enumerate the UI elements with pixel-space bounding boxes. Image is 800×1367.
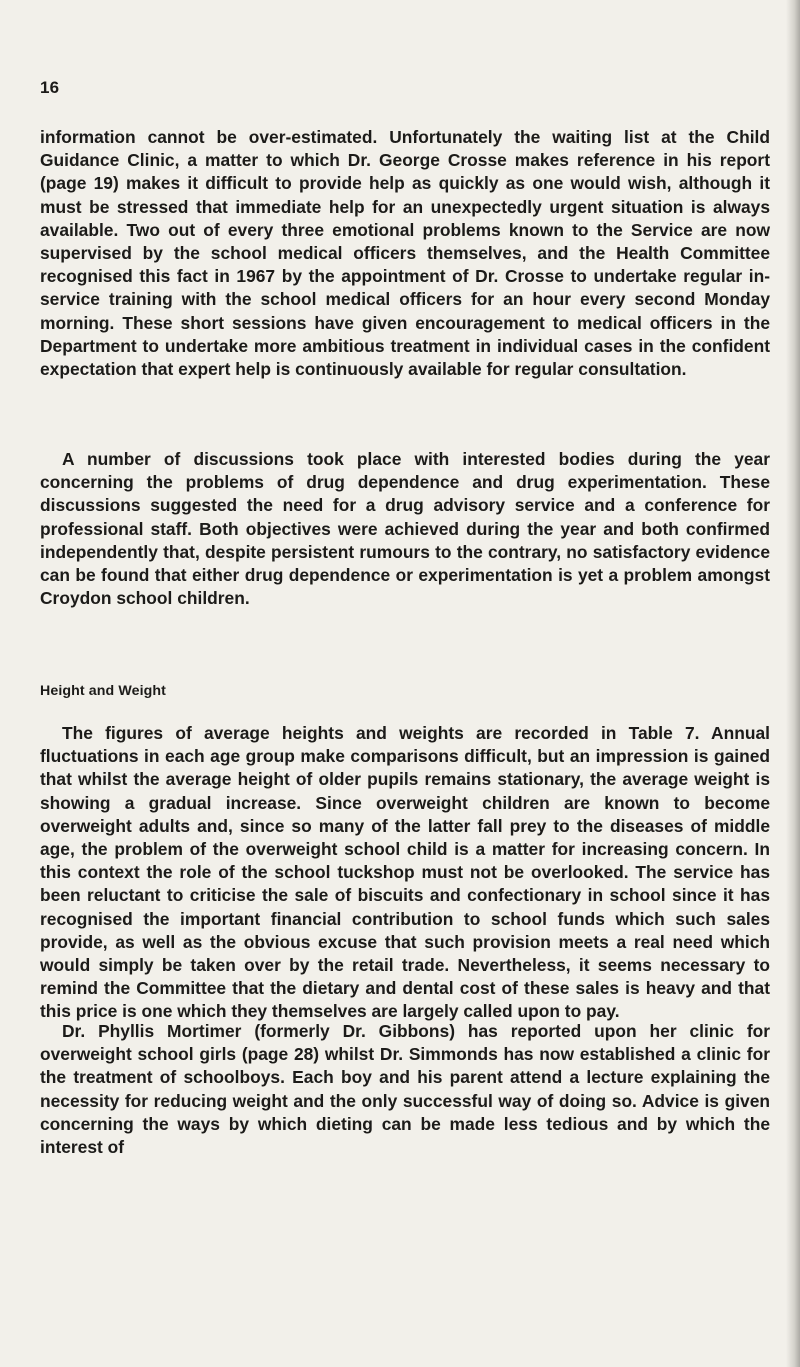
page-number: 16 — [40, 78, 60, 97]
paragraph-overweight-clinic — [40, 1020, 770, 1159]
paragraph-text: information cannot be over-estimated. Unfortunately the waiting list at the Child Guidance Clinic, a matter to which Dr. George Crosse makes reference in his report (page 19) makes it difficult to provide help as quickly as one would wish, although it must be stressed that immediate help for an unexpectedly urgent situation is always available. Two out of every three emotional problems known to the Service are now supervised by the school medical officers themselves, and the Health Committee recognised this fact in 1967 by the appointment of Dr. Crosse to undertake regular in-service training with the school medical officers for an hour every second Monday morning. These short sessions have given encouragement to medical officers in the Department to undertake more ambitious treatment in individual cases in the confident expectation that expert help is continuously available for regular consultation. — [40, 127, 770, 380]
paragraph-text: Dr. Phyllis Mortimer (formerly Dr. Gibbons) has reported upon her clinic for overweight school girls (page 28) whilst Dr. Simmonds has now established a clinic for the treatment of schoolboys. Each boy and his parent attend a lecture explaining the necessity for reducing weight and the only successful way of doing so. Advice is given concerning the ways by which dieting can be made less tedious and by which the interest of — [40, 1021, 770, 1158]
paragraph-text: A number of discussions took place with interested bodies during the year concerning the problems of drug dependence and drug experimentation. These discussions suggested the need for a drug advisory service and a conference for professional staff. Both objectives were achieved during the year and both confirmed independently that, despite persistent rumours to the contrary, no satisfactory evidence can be found that either drug dependence or experimentation is yet a problem amongst Croydon school children. — [40, 449, 770, 609]
paragraph-text: The figures of average heights and weights are recorded in Table 7. Annual fluctuations in each age group make comparisons difficult, but an impression is gained that whilst the average height of older pupils remains stationary, the average weight is showing a gradual increase. Since overweight children are known to become overweight adults and, since so many of the latter fall prey to the diseases of middle age, the problem of the overweight school child is a matter for increasing concern. In this context the role of the school tuckshop must not be overlooked. The service has been reluctant to criticise the sale of biscuits and confectionary in school since it has recognised the important financial contribution to school funds which such sales provide, as well as the obvious excuse that such provision meets a real need which would simply be taken over by the retail trade. Nevertheless, it seems necessary to remind the Committee that the dietary and dental cost of these sales is heavy and that this price is one which they themselves are largely called upon to pay. — [40, 723, 770, 1022]
section-heading: Height and Weight — [40, 683, 166, 699]
page-edge-shadow — [786, 0, 800, 1367]
paragraph-continuation — [40, 126, 770, 381]
paragraph-drug-discussions — [40, 448, 770, 610]
paragraph-height-weight — [40, 722, 770, 1024]
